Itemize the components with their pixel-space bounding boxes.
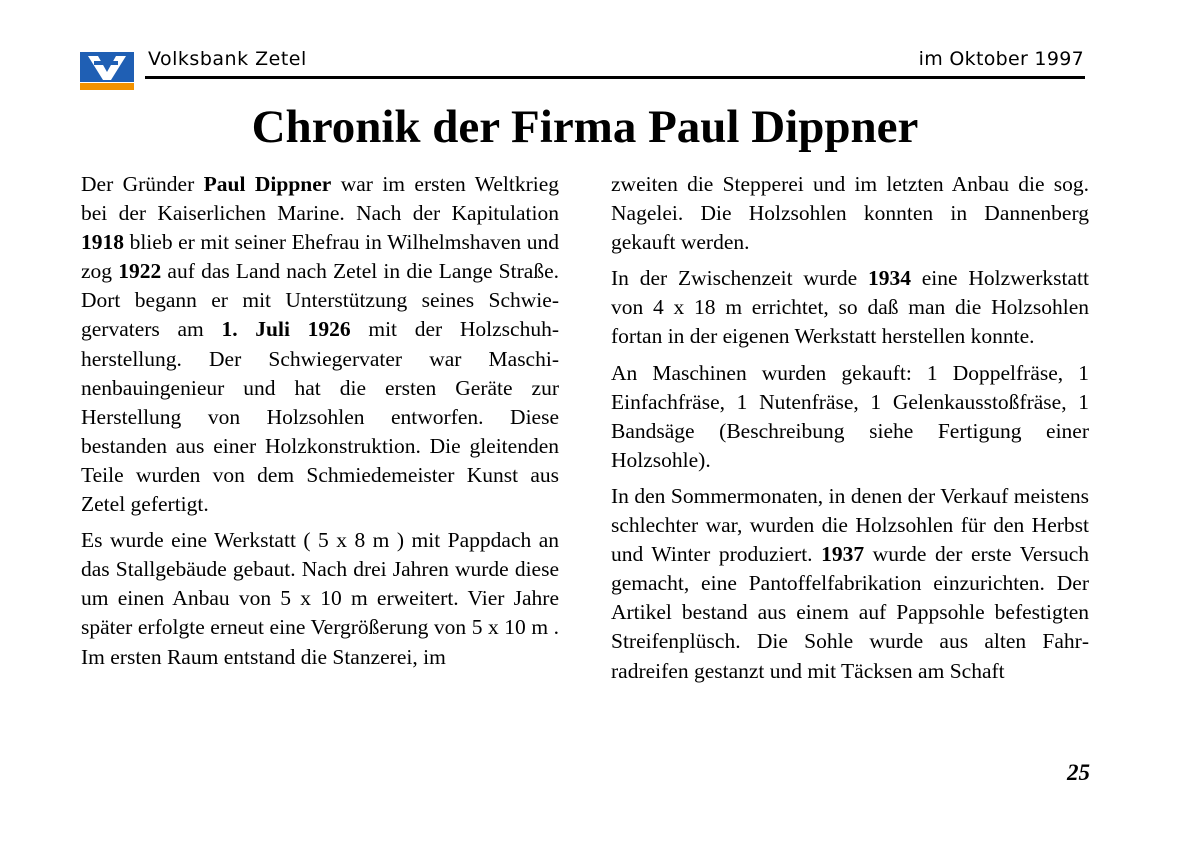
year-1937: 1937 <box>821 542 865 567</box>
right-paragraph-2: In der Zwischenzeit wurde 1934 eine Holzwerkstatt von 4 x 18 m errichtet, so daß man die Holzsohlen fortan in der eigenen Werkstatt herstellen konnte. <box>611 266 1089 349</box>
right-paragraph-3: An Maschinen wurden gekauft: 1 Doppelfräse, 1 Einfachfräse, 1 Nutenfräse, 1 Gelenkausstoßfräse, 1 Bandsäge (Beschreibung siehe Fertigung einer Holzsohle). <box>611 360 1089 472</box>
right-paragraph-1: zweiten die Stepperei und im letzten Anbau die sog. Nagelei. Die Holzsohlen konnten in Dannenberg gekauft werden. <box>611 172 1089 255</box>
header-date: im Oktober 1997 <box>918 48 1084 70</box>
right-paragraph-4: In den Sommermonaten, in denen der Verkauf meistens schlechter war, wurden die Holzsohlen für den Herbst und Winter produziert. 1937 wurde der erste Versuch gemacht, eine Pantoffelfabrikation einzurichten. Der Artikel bestand aus einem auf Pappsohle befestigten Streifenplüsch. Die Sohle wurde aus alten Fahrradreifen gestanzt und mit Täcksen am Schaft <box>611 483 1089 683</box>
volksbank-logo-icon <box>80 52 134 90</box>
page-number: 25 <box>1067 760 1090 785</box>
year-1922: 1922 <box>118 259 162 284</box>
year-1918: 1918 <box>81 230 124 255</box>
year-1934: 1934 <box>867 266 911 291</box>
page-title: Chronik der Firma Paul Dippner <box>251 101 919 153</box>
header-brand: Volksbank Zetel <box>148 48 307 70</box>
left-column <box>81 170 559 679</box>
header-rule <box>145 76 1085 79</box>
founder-name: Paul Dippner <box>203 172 332 196</box>
founding-date: 1. Juli 1926 <box>221 317 351 342</box>
left-paragraph-1: Der Gründer Paul Dippner war im ersten Weltkrieg bei der Kaiserlichen Marine. Nach der Kapitulation 1918 blieb er mit seiner Ehefrau in Wilhelmshaven und zog 1922 auf das Land nach Zetel in die Lange Straße. Dort begann er mit Unterstützung seines Schwiegervaters am 1. Juli 1926 mit der Holzschuhherstellung. Der Schwiegervater war Maschinenbauingenieur und hat die ersten Geräte zur Herstellung von Holzsohlen entworfen. Diese bestanden aus einer Holzkonstruktion. Die gleitenden Teile wurden von dem Schmiedemeister Kunst aus Zetel gefertigt. <box>81 172 560 517</box>
right-column <box>611 170 1089 693</box>
left-paragraph-2: Es wurde eine Werkstatt ( 5 x 8 m ) mit Pappdach an das Stallgebäude gebaut. Nach drei Jahren wurde diese um einen Anbau von 5 x 10 m erweitert. Vier Jahre später erfolgte erneut eine Vergrößerung von 5 x 10 m . Im ersten Raum entstand die Stanzerei, im <box>81 528 559 669</box>
